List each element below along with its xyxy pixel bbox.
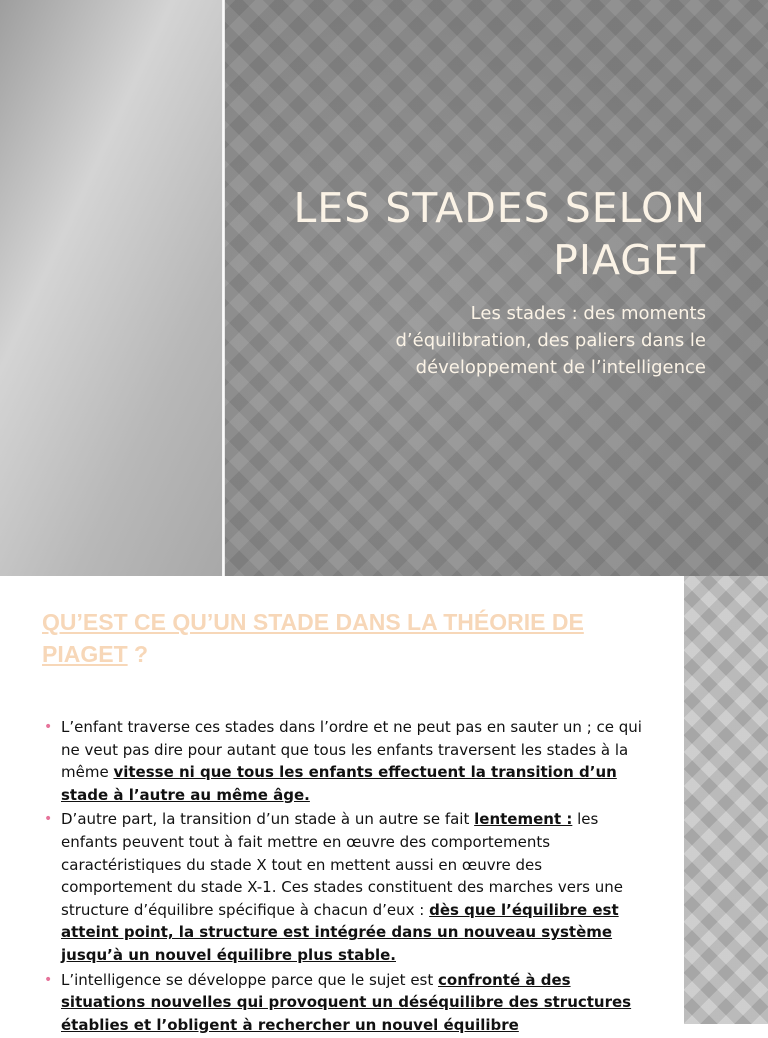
bullet-icon: • bbox=[44, 719, 53, 735]
bullet2-emphasis-1: lentement : bbox=[474, 810, 573, 829]
section-heading-link[interactable]: QU’EST CE QU’UN STADE DANS LA THÉORIE DE PIAGET bbox=[42, 609, 584, 667]
bullet3-emphasis: confronté à des situations nouvelles qui provoquent un déséquilibre des structures établies et l’obligent à rechercher un nouvel équilibre bbox=[61, 970, 632, 1034]
section-heading-tail: ? bbox=[127, 641, 149, 667]
section-heading bbox=[42, 606, 662, 670]
list-item bbox=[42, 969, 642, 1037]
decorative-side-strip bbox=[684, 576, 768, 1024]
bullet3-text: L’intelligence se développe parce que le sujet est bbox=[61, 970, 439, 989]
bullet1-emphasis: vitesse ni que tous les enfants effectuent la transition d’un stade à l’autre au même âge. bbox=[61, 763, 617, 804]
bullet2-text-2: les enfants peuvent tout à fait mettre en œuvre des comportements caractéristiques du stade X tout en mettent aussi en œuvre des comportement du stade X-1. Ces stades constituent des marches vers une structure d’équilibre spécifique à chacun d’eux : bbox=[61, 810, 623, 919]
slide-left-panel bbox=[0, 0, 224, 576]
bullet-icon: • bbox=[44, 811, 53, 828]
slide-subtitle: Les stades : des moments d’équilibration, des paliers dans le développement de l’intelligence bbox=[395, 303, 706, 378]
bullet1-text: L’enfant traverse ces stades dans l’ordre et ne peut pas en sauter un ; ce qui ne veut pas dire pour autant que tous les enfants traversent les stades à la même bbox=[61, 718, 642, 782]
slide-title: LES STADES SELON PIAGET bbox=[293, 184, 706, 284]
slide-right-panel bbox=[225, 0, 768, 576]
bullet-list bbox=[42, 716, 642, 1038]
list-item bbox=[42, 716, 642, 806]
list-item bbox=[42, 808, 642, 966]
bullet2-emphasis-2: dès que l’équilibre est atteint point, la structure est intégrée dans un nouveau système jusqu’à un nouvel équilibre plus stable. bbox=[61, 900, 619, 964]
content-slide bbox=[0, 576, 768, 1034]
bullet-icon: • bbox=[44, 971, 53, 988]
bullet2-text-1: D’autre part, la transition d’un stade à un autre se fait bbox=[61, 810, 475, 829]
